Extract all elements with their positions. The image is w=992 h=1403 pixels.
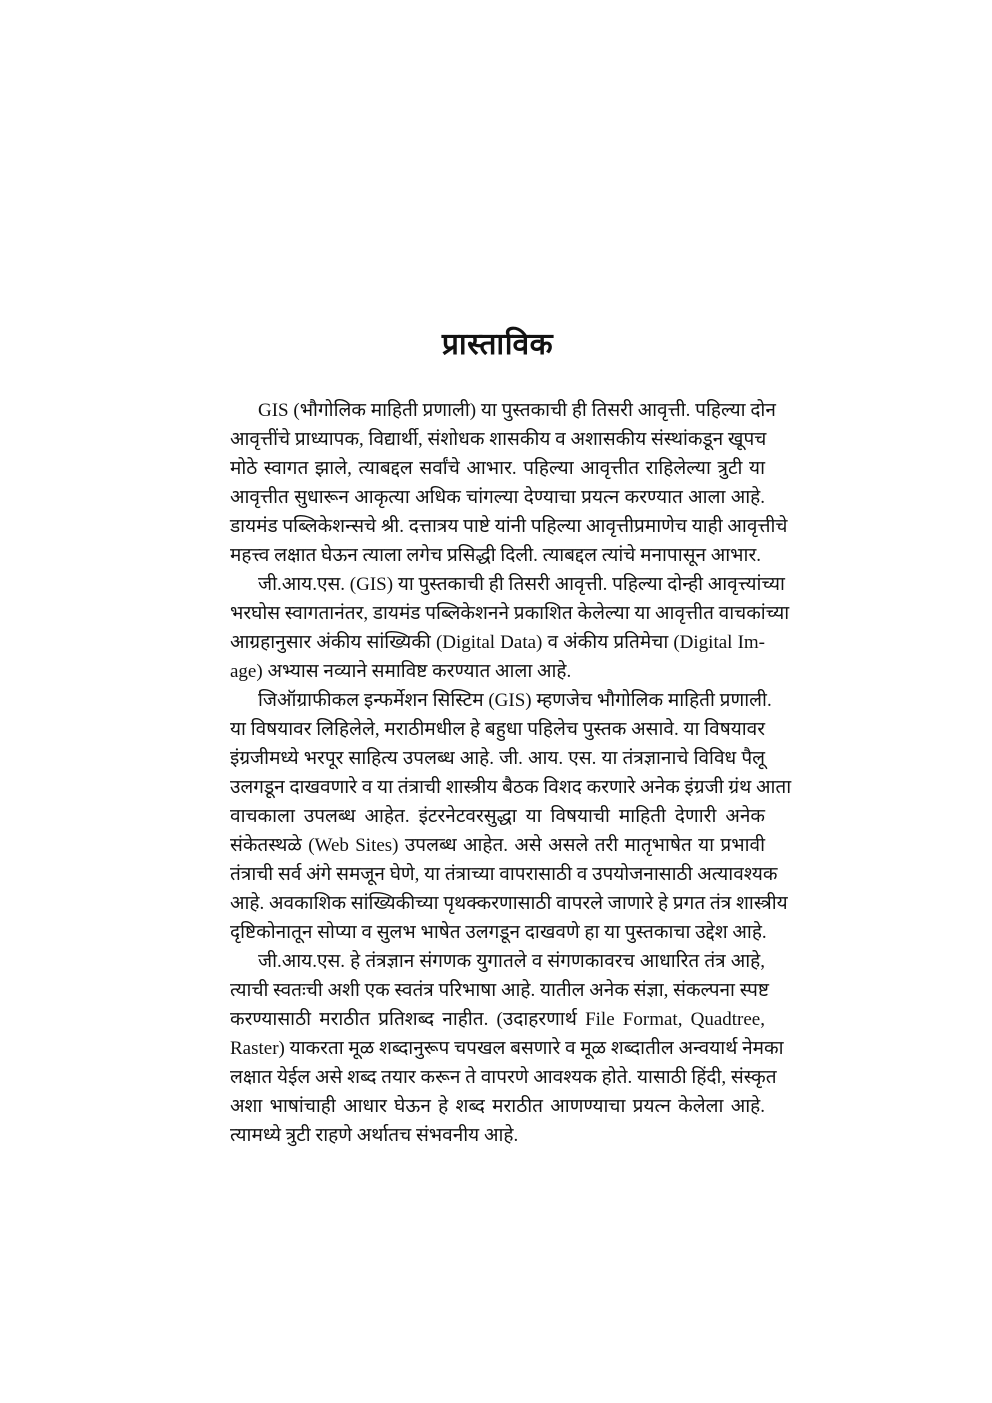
text-line: त्यामध्ये त्रुटी राहणे अर्थातच संभवनीय आहे. — [230, 1125, 519, 1146]
text-line: भरघोस स्वागतानंतर, डायमंड पब्लिकेशनने प्रकाशित केलेल्या या आवृत्तीत वाचकांच्या — [230, 603, 790, 624]
text-line: करण्यासाठी मराठीत प्रतिशब्द नाहीत. (उदाहरणार्थ File Format, Quadtree, — [230, 1009, 765, 1030]
text-line: वाचकाला उपलब्ध आहेत. इंटरनेटवरसुद्धा या विषयाची माहिती देणारी अनेक — [230, 806, 765, 827]
text-line: संकेतस्थळे (Web Sites) उपलब्ध आहेत. असे असले तरी मातृभाषेत या प्रभावी — [230, 835, 765, 856]
text-line: महत्त्व लक्षात घेऊन त्याला लगेच प्रसिद्धी दिली. त्याबद्दल त्यांचे मनापासून आभार. — [230, 545, 761, 566]
text-line: अशा भाषांचाही आधार घेऊन हे शब्द मराठीत आणण्याचा प्रयत्न केलेला आहे. — [230, 1096, 765, 1117]
paragraph — [230, 570, 790, 686]
text-line: डायमंड पब्लिकेशन्सचे श्री. दत्तात्रय पाष्टे यांनी पहिल्या आवृत्तीप्रमाणेच याही आवृत्तीचे — [230, 516, 788, 537]
text-line: आग्रहानुसार अंकीय सांख्यिकी (Digital Data) व अंकीय प्रतिमेचा (Digital Im- — [230, 632, 765, 653]
text-line: जिऑग्राफीकल इन्फर्मेशन सिस्टिम (GIS) म्हणजेच भौगोलिक माहिती प्रणाली. — [258, 690, 772, 711]
text-line: मोठे स्वागत झाले, त्याबद्दल सर्वांचे आभार. पहिल्या आवृत्तीत राहिलेल्या त्रुटी या — [230, 458, 765, 479]
text-line: Raster) याकरता मूळ शब्दानुरूप चपखल बसणारे व मूळ शब्दातील अन्वयार्थ नेमका — [230, 1038, 784, 1059]
paragraph — [230, 396, 788, 570]
text-line: इंग्रजीमध्ये भरपूर साहित्य उपलब्ध आहे. जी. आय. एस. या तंत्रज्ञानाचे विविध पैलू — [230, 748, 765, 769]
text-line: जी.आय.एस. (GIS) या पुस्तकाची ही तिसरी आवृत्ती. पहिल्या दोन्ही आवृत्त्यांच्या — [258, 574, 785, 595]
text-line: त्याची स्वतःची अशी एक स्वतंत्र परिभाषा आहे. यातील अनेक संज्ञा, संकल्पना स्पष्ट — [230, 980, 769, 1001]
text-line: GIS (भौगोलिक माहिती प्रणाली) या पुस्तकाची ही तिसरी आवृत्ती. पहिल्या दोन — [258, 400, 776, 421]
text-line: दृष्टिकोनातून सोप्या व सुलभ भाषेत उलगडून दाखवणे हा या पुस्तकाचा उद्देश आहे. — [230, 922, 767, 943]
text-line: आहे. अवकाशिक सांख्यिकीच्या पृथक्करणासाठी वापरले जाणारे हे प्रगत तंत्र शास्त्रीय — [230, 893, 788, 914]
text-line: जी.आय.एस. हे तंत्रज्ञान संगणक युगातले व संगणकावरच आधारित तंत्र आहे, — [258, 951, 765, 972]
preface-body — [230, 396, 792, 1150]
text-line: आवृत्तीत सुधारून आकृत्या अधिक चांगल्या देण्याचा प्रयत्न करण्यात आला आहे. — [230, 487, 765, 508]
text-line: लक्षात येईल असे शब्द तयार करून ते वापरणे आवश्यक होते. यासाठी हिंदी, संस्कृत — [230, 1067, 777, 1088]
text-line: तंत्राची सर्व अंगे समजून घेणे, या तंत्राच्या वापरासाठी व उपयोजनासाठी अत्यावश्यक — [230, 864, 778, 885]
paragraph — [230, 686, 792, 947]
text-line: उलगडून दाखवणारे व या तंत्राची शास्त्रीय बैठक विशद करणारे अनेक इंग्रजी ग्रंथ आता — [230, 777, 792, 798]
text-line: age) अभ्यास नव्याने समाविष्ट करण्यात आला आहे. — [230, 661, 572, 682]
paragraph — [230, 947, 784, 1150]
text-line: या विषयावर लिहिलेले, मराठीमधील हे बहुधा पहिलेच पुस्तक असावे. या विषयावर — [230, 719, 765, 740]
page-title: प्रास्ताविक — [441, 328, 554, 361]
text-line: आवृत्तींचे प्राध्यापक, विद्यार्थी, संशोधक शासकीय व अशासकीय संस्थांकडून खूपच — [230, 429, 767, 450]
